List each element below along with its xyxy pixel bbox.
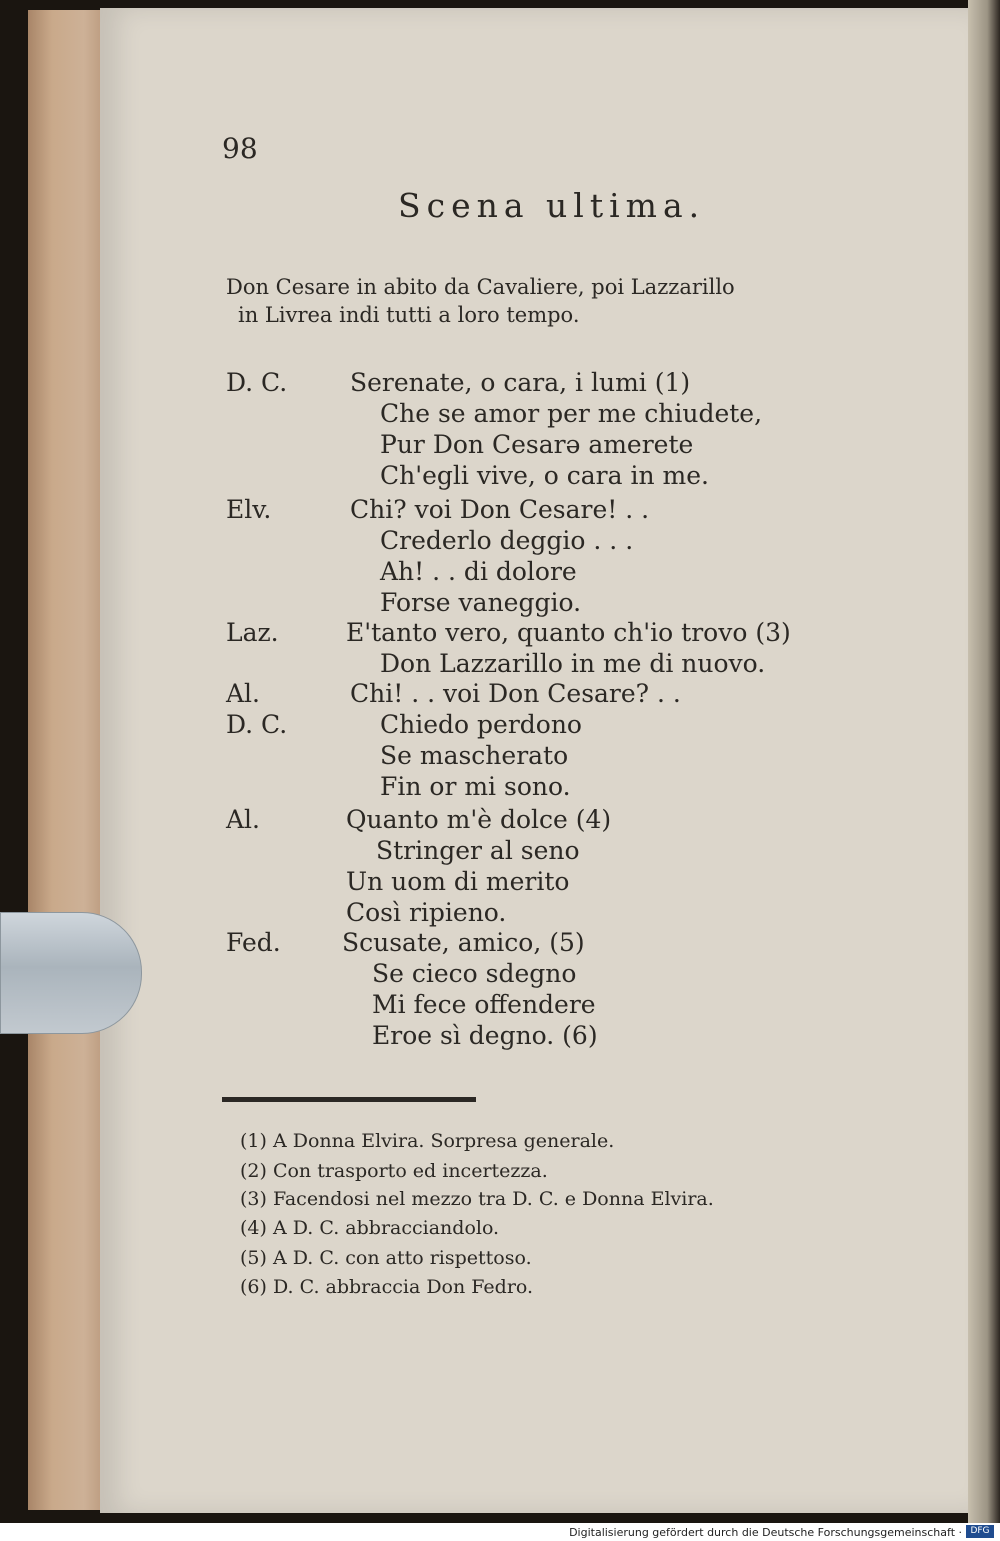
verse-line: Forse vaneggio. xyxy=(380,588,582,617)
speaker-label: Elv. xyxy=(226,495,272,524)
verse-line: Crederlo deggio . . . xyxy=(380,526,634,555)
footnote: (6) D. C. abbraccia Don Fedro. xyxy=(240,1276,534,1298)
page-number: 98 xyxy=(222,132,258,165)
book-page-edge xyxy=(28,10,108,1510)
scene-title: Scena ultima. xyxy=(398,186,706,225)
footnote: (1) A Donna Elvira. Sorpresa generale. xyxy=(240,1130,615,1152)
verse-line: Ah! . . di dolore xyxy=(380,557,577,586)
verse-line: Se mascherato xyxy=(380,741,569,770)
stage-direction-line: in Livrea indi tutti a loro tempo. xyxy=(238,303,580,327)
verse-line: Chiedo perdono xyxy=(380,710,582,739)
speaker-label: D. C. xyxy=(226,368,288,397)
funding-footer xyxy=(0,1523,1000,1541)
speaker-label: D. C. xyxy=(226,710,288,739)
verse-line: Ch'egli vive, o cara in me. xyxy=(380,461,709,490)
verse-line: E'tanto vero, quanto ch'io trovo (3) xyxy=(346,618,791,647)
funding-text: Digitalisierung gefördert durch die Deutsche Forschungsgemeinschaft · xyxy=(569,1526,962,1539)
verse-line: Don Lazzarillo in me di nuovo. xyxy=(380,649,766,678)
verse-line: Stringer al seno xyxy=(376,836,580,865)
verse-line: Serenate, o cara, i lumi (1) xyxy=(350,368,691,397)
footnote-divider xyxy=(222,1097,476,1102)
verse-line: Scusate, amico, (5) xyxy=(342,928,585,957)
verse-line: Fin or mi sono. xyxy=(380,772,571,801)
facing-page-strip xyxy=(968,0,1000,1523)
verse-line: Chi? voi Don Cesare! . . xyxy=(350,495,650,524)
verse-line: Chi! . . voi Don Cesare? . . xyxy=(350,679,681,708)
verse-line: Pur Don Cesarə amerete xyxy=(380,430,694,459)
footnote: (5) A D. C. con atto rispettoso. xyxy=(240,1247,532,1269)
stage-direction-line: Don Cesare in abito da Cavaliere, poi Lazzarillo xyxy=(226,275,735,299)
speaker-label: Laz. xyxy=(226,618,279,647)
footnote: (2) Con trasporto ed incertezza. xyxy=(240,1160,548,1182)
speaker-label: Fed. xyxy=(226,928,281,957)
verse-line: Così ripieno. xyxy=(346,898,507,927)
footnote: (4) A D. C. abbracciandolo. xyxy=(240,1217,500,1239)
dfg-logo: DFG xyxy=(966,1525,994,1538)
verse-line: Che se amor per me chiudete, xyxy=(380,399,763,428)
verse-line: Quanto m'è dolce (4) xyxy=(346,805,612,834)
speaker-label: Al. xyxy=(226,679,260,708)
speaker-label: Al. xyxy=(226,805,260,834)
verse-line: Un uom di merito xyxy=(346,867,570,896)
verse-line: Mi fece offendere xyxy=(372,990,596,1019)
footnote: (3) Facendosi nel mezzo tra D. C. e Donna Elvira. xyxy=(240,1188,714,1210)
verse-line: Eroe sì degno. (6) xyxy=(372,1021,598,1050)
clip-overlay xyxy=(0,912,142,1034)
verse-line: Se cieco sdegno xyxy=(372,959,577,988)
